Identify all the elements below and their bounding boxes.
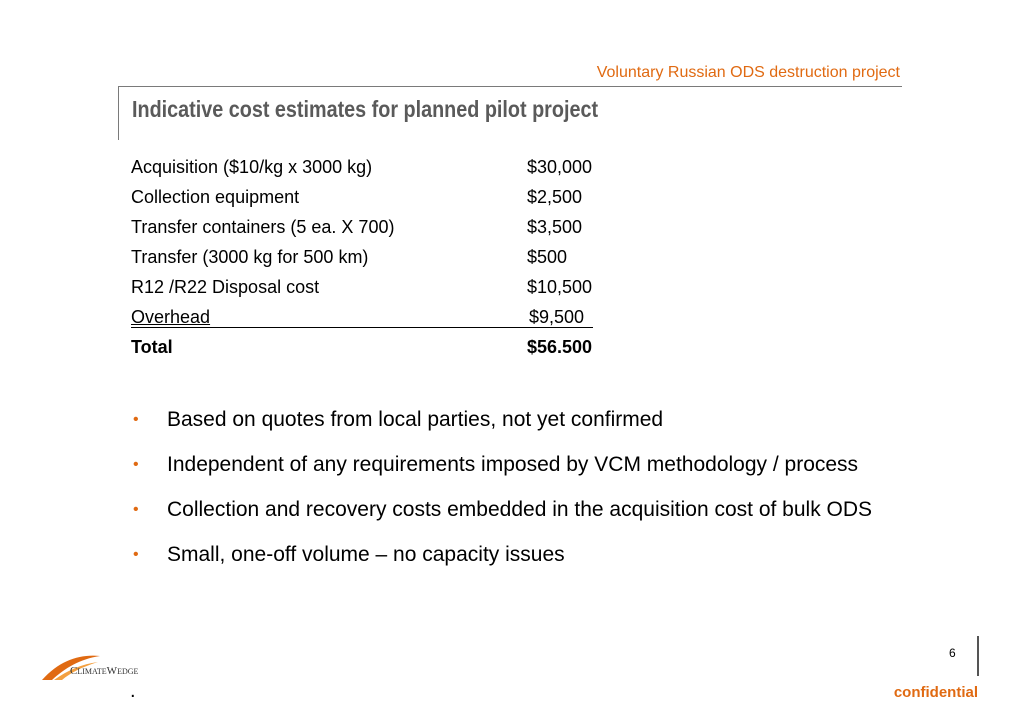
svg-text:CLIMATEWEDGE: CLIMATEWEDGE	[70, 665, 139, 677]
bullet-text: Based on quotes from local parties, not yet confirmed	[167, 408, 664, 431]
overhead-underline	[131, 327, 593, 328]
cost-label: Total	[131, 337, 173, 357]
cost-value: $10,500	[527, 277, 593, 297]
cost-value: $500	[527, 247, 568, 267]
header-vertical-divider	[118, 86, 119, 140]
climatewedge-logo	[40, 650, 160, 682]
bullet-text: Small, one-off volume – no capacity issues	[167, 543, 565, 566]
bullet-text: Collection and recovery costs embedded in the acquisition cost of bulk ODS	[167, 498, 873, 521]
cost-label: Acquisition ($10/kg x 3000 kg)	[131, 157, 373, 177]
bullet-dot-icon: •	[133, 546, 139, 563]
confidential-label: confidential	[893, 684, 978, 701]
cost-label: R12 /R22 Disposal cost	[131, 277, 320, 297]
cost-value: $30,000	[527, 157, 593, 177]
cost-value: $3,500	[527, 217, 583, 237]
cost-label: Transfer containers (5 ea. X 700)	[131, 217, 395, 237]
cost-label: Transfer (3000 kg for 500 km)	[131, 247, 369, 267]
slide-title: Indicative cost estimates for planned pilot project	[132, 96, 599, 122]
cost-value: $56.500	[527, 337, 593, 357]
page-number: 6	[949, 646, 956, 660]
cost-label: Collection equipment	[131, 187, 300, 207]
bullet-dot-icon: •	[133, 456, 139, 473]
header-project-title: Voluntary Russian ODS destruction project	[596, 64, 900, 81]
cost-value: $2,500	[527, 187, 583, 207]
bullet-dot-icon: •	[133, 501, 139, 518]
cost-label: Overhead	[131, 307, 211, 327]
header-divider	[118, 86, 902, 87]
cost-value: $9,500	[529, 307, 585, 327]
bullet-dot-icon: •	[133, 411, 139, 428]
page-number-divider	[977, 636, 979, 676]
bullet-text: Independent of any requirements imposed by VCM methodology / process	[167, 453, 859, 476]
footer-dot: .	[130, 680, 136, 702]
